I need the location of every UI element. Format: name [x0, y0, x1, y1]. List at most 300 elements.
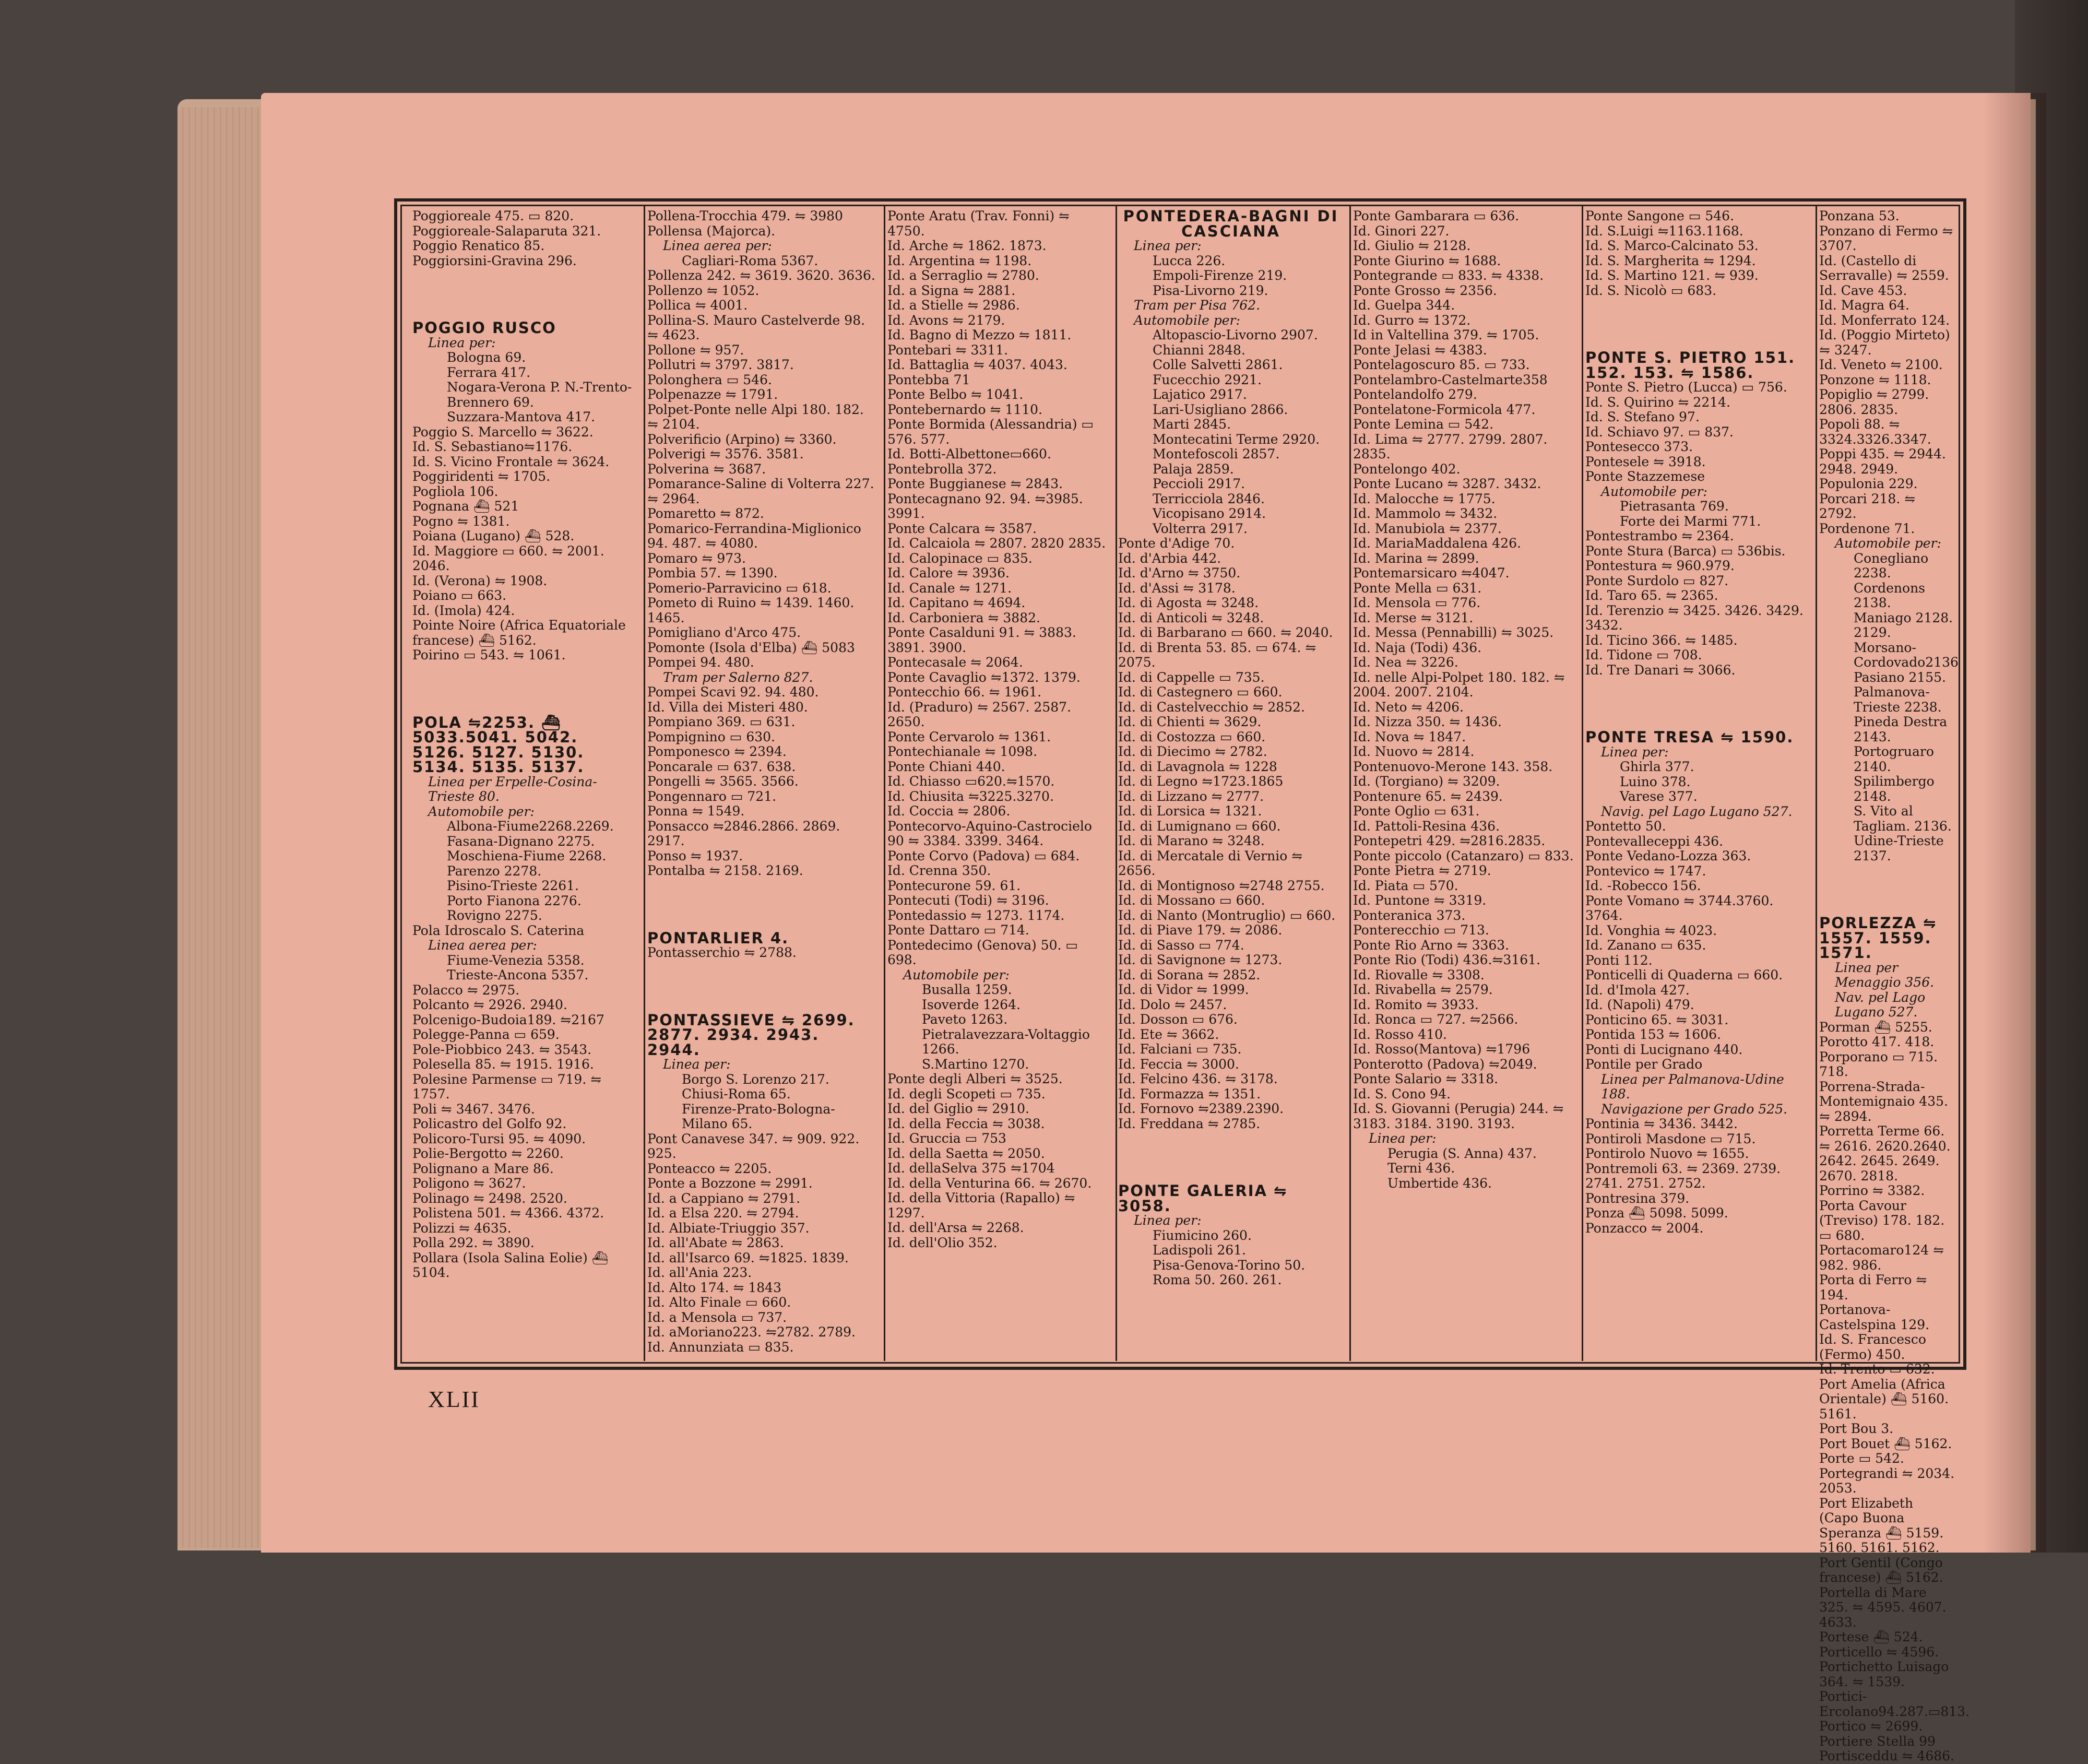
route-label: Automobile per:	[1835, 536, 1941, 551]
index-entry: Fiumicino 260.	[1153, 1227, 1252, 1243]
index-entry: Pogliola 106.	[412, 483, 499, 499]
index-entry: Fucecchio 2921.	[1153, 372, 1262, 387]
index-entry: Id. Schiavo 97. ▭ 837.	[1585, 424, 1734, 440]
index-entry: Pontecuti (Todi) ⇋ 3196.	[887, 893, 1049, 908]
index-entry: Udine-Trieste 2137.	[1854, 833, 1944, 863]
index-entry: Pontedecimo (Genova) 50. ▭ 698.	[887, 937, 1078, 967]
index-entry: Pometo di Ruino ⇋ 1439. 1460. 1465.	[647, 595, 855, 625]
index-entry: Id. d'Imola 427.	[1585, 982, 1690, 998]
index-entry: Id. della Vittoria (Rapallo) ⇋ 1297.	[887, 1190, 1075, 1221]
column-divider	[644, 205, 645, 1361]
route-label: Linea aerea per:	[428, 938, 537, 953]
index-entry: Id. Calcaiola ⇋ 2807. 2820 2835.	[887, 536, 1106, 551]
index-entry: Id. di Nanto (Montruglio) ▭ 660.	[1118, 907, 1336, 923]
section-heading: PONTEDERA-BAGNI DI CASCIANA	[1123, 207, 1339, 240]
index-entry: Portegrandi ⇋ 2034. 2053.	[1819, 1465, 1955, 1496]
index-entry: Pollone ⇋ 957.	[647, 342, 744, 358]
section-heading: PONTARLIER 4.	[647, 929, 789, 947]
index-entry: Id. Mensola ▭ 776.	[1353, 595, 1481, 610]
index-entry: Id. d'Arno ⇋ 3750.	[1118, 565, 1241, 581]
index-entry: Polizzi ⇋ 4635.	[412, 1220, 512, 1236]
index-entry: Forte dei Marmi 771.	[1620, 513, 1761, 529]
index-entry: Pontelagoscuro 85. ▭ 733.	[1353, 357, 1530, 372]
index-entry: Cagliari-Roma 5367.	[682, 253, 818, 268]
index-entry: Polistena 501. ⇋ 4366. 4372.	[412, 1205, 604, 1221]
column-divider	[884, 205, 885, 1361]
index-entry: Pisino-Trieste 2261.	[447, 878, 579, 893]
index-entry: Id. di Mossano ▭ 660.	[1118, 893, 1265, 908]
section-heading: PORLEZZA ⇋ 1557. 1559. 1571.	[1819, 914, 1937, 962]
index-entry: Polverina ⇋ 3687.	[647, 461, 766, 477]
index-entry: Id. di Castelvecchio ⇋ 2852.	[1118, 699, 1305, 715]
index-entry: Id. Alto Finale ▭ 660.	[647, 1295, 791, 1310]
index-entry: Palmanova-Trieste 2238.	[1854, 684, 1942, 715]
index-entry: Poggiorsini-Gravina 296.	[412, 253, 577, 268]
index-entry: Umbertide 436.	[1387, 1175, 1492, 1191]
index-entry: Porporano ▭ 715. 718.	[1819, 1049, 1938, 1079]
index-entry: Portisceddu ⇋ 4686.	[1819, 1748, 1954, 1763]
index-entry: Poggiridenti ⇋ 1705.	[412, 469, 551, 484]
index-entry: Conegliano 2238.	[1854, 550, 1929, 581]
index-entry: Id. Puntone ⇋ 3319.	[1353, 893, 1487, 908]
index-entry: Id. dellaSelva 375 ⇋1704	[887, 1161, 1055, 1176]
index-entry: Id. MariaMaddalena 426.	[1353, 536, 1521, 551]
index-entry: Ponte Lemina ▭ 542.	[1353, 417, 1494, 432]
index-entry: Id. Feccia ⇋ 3000.	[1118, 1056, 1239, 1072]
index-entry: Id. S. Giovanni (Perugia) 244. ⇋ 3183. 3184. 3190. 3193.	[1353, 1101, 1564, 1131]
index-entry: Pontecchio 66. ⇋ 1961.	[887, 684, 1042, 700]
index-entry: Ponticelli di Quaderna ▭ 660.	[1585, 967, 1783, 982]
index-entry: Pontetto 50.	[1585, 819, 1666, 834]
index-entry: Id. Freddana ⇋ 2785.	[1118, 1116, 1261, 1131]
index-entry: Id. Nova ⇋ 1847.	[1353, 729, 1466, 744]
index-entry: Popiglio ⇋ 2799. 2806. 2835.	[1819, 387, 1929, 417]
index-entry: Pognana ⛴ 521	[412, 499, 519, 514]
index-entry: Pordenone 71.	[1819, 520, 1915, 536]
index-entry: Id. Cave 453.	[1819, 282, 1907, 298]
index-entry: Pogno ⇋ 1381.	[412, 513, 510, 529]
index-entry: Isoverde 1264.	[922, 997, 1021, 1012]
index-entry: Id. di Castegnero ▭ 660.	[1118, 684, 1283, 700]
index-column-4	[1118, 209, 1344, 1357]
index-entry: Albona-Fiume2268.2269.	[447, 819, 614, 834]
index-entry: Id. Tre Danari ⇋ 3066.	[1585, 662, 1736, 678]
index-entry: Id. Calopinace ▭ 835.	[887, 550, 1033, 566]
index-entry: Marti 2845.	[1153, 417, 1231, 432]
index-entry: Id. Bagno di Mezzo ⇋ 1811.	[887, 327, 1072, 342]
index-entry: Rovigno 2275.	[447, 908, 542, 923]
index-entry: Id. Albiate-Triuggio 357.	[647, 1220, 810, 1236]
index-entry: Id. di Sorana ⇋ 2852.	[1118, 967, 1261, 982]
index-entry: Ponte degli Alberi ⇋ 3525.	[887, 1071, 1063, 1086]
index-entry: Ponte Sangone ▭ 546.	[1585, 208, 1735, 223]
column-divider	[1116, 205, 1117, 1361]
index-entry: Ponzone ⇋ 1118.	[1819, 372, 1931, 387]
index-entry: Id. (Torgiano) ⇋ 3209.	[1353, 774, 1500, 789]
index-entry: Pisa-Genova-Torino 50.	[1153, 1257, 1306, 1273]
index-entry: Id. di Vidor ⇋ 1999.	[1118, 982, 1249, 997]
index-entry: Bologna 69.	[447, 350, 526, 365]
index-entry: Ponticino 65. ⇋ 3031.	[1585, 1012, 1729, 1027]
index-entry: Id. dell'Olio 352.	[887, 1235, 998, 1250]
index-entry: Pontirolo Nuovo ⇋ 1655.	[1585, 1146, 1749, 1161]
index-entry: Ponti di Lucignano 440.	[1585, 1041, 1743, 1057]
index-entry: Peccioli 2917.	[1153, 476, 1245, 491]
index-entry: Borgo S. Lorenzo 217.	[682, 1071, 829, 1087]
index-entry: Ponte Vomano ⇋ 3744.3760. 3764.	[1585, 893, 1774, 923]
index-entry: Poggio Renatico 85.	[412, 238, 545, 253]
index-entry: Id. Rosso(Mantova) ⇋1796	[1353, 1041, 1531, 1057]
index-entry: Pontevico ⇋ 1747.	[1585, 863, 1706, 879]
index-entry: Id. Canale ⇋ 1271.	[887, 580, 1012, 596]
index-entry: Ponzacco ⇋ 2004.	[1585, 1220, 1704, 1236]
index-entry: Ponte Belbo ⇋ 1041.	[887, 387, 1024, 402]
index-entry: Id. del Giglio ⇋ 2910.	[887, 1101, 1029, 1116]
index-entry: Id. di Montignoso ⇋2748 2755.	[1118, 878, 1325, 893]
index-entry: Lari-Usigliano 2866.	[1153, 401, 1288, 417]
index-entry: Ponte Vedano-Lozza 363.	[1585, 848, 1751, 863]
index-entry: Id. Carboniera ⇋ 3882.	[887, 610, 1040, 625]
index-entry: Ponteacco ⇋ 2205.	[647, 1161, 772, 1176]
index-entry: Id. Neto ⇋ 4206.	[1353, 699, 1464, 715]
index-entry: Portella di Mare 325. ⇋ 4595. 4607. 4633.	[1819, 1584, 1947, 1630]
index-entry: Maniago 2128. 2129.	[1854, 610, 1953, 640]
index-entry: Populonia 229.	[1819, 476, 1918, 491]
index-entry: Id. della Feccia ⇋ 3038.	[887, 1116, 1045, 1131]
index-entry: Id. di Lavagnola ⇋ 1228	[1118, 759, 1277, 774]
index-entry: Id. Piata ▭ 570.	[1353, 878, 1458, 893]
index-entry: Poiano ▭ 663.	[412, 588, 507, 603]
index-entry: Vicopisano 2914.	[1153, 506, 1266, 521]
index-entry: Id. di Chienti ⇋ 3629.	[1118, 714, 1262, 729]
index-entry: Pisa-Livorno 219.	[1153, 282, 1268, 298]
index-entry: Id. (Castello di Serravalle) ⇋ 2559.	[1819, 253, 1949, 283]
index-entry: Id. all'Isarco 69. ⇋1825. 1839.	[647, 1250, 849, 1265]
index-entry: Portacomaro124 ⇋ 982. 986.	[1819, 1242, 1944, 1273]
index-entry: Polonghera ▭ 546.	[647, 372, 772, 387]
index-entry: Port Gentil (Congo francese) ⛴ 5162.	[1819, 1555, 1943, 1585]
index-entry: Colle Salvetti 2861.	[1153, 357, 1283, 372]
index-entry: Pontegrande ▭ 833. ⇋ 4338.	[1353, 268, 1544, 283]
index-entry: Polverificio (Arpino) ⇋ 3360.	[647, 431, 837, 447]
page-edges	[177, 107, 261, 1548]
index-entry: Pontesele ⇋ 3918.	[1585, 454, 1706, 469]
index-entry: Pollenza 242. ⇋ 3619. 3620. 3636.	[647, 268, 875, 283]
index-entry: Pontalba ⇋ 2158. 2169.	[647, 863, 803, 878]
index-entry: Pontemarsicaro ⇋4047.	[1353, 565, 1510, 581]
index-entry: Pompignino ▭ 630.	[647, 729, 775, 744]
index-entry: Id. Formazza ⇋ 1351.	[1118, 1086, 1261, 1102]
index-entry: Id. Dosson ▭ 676.	[1118, 1012, 1238, 1027]
index-entry: Porrino ⇋ 3382.	[1819, 1183, 1925, 1198]
index-entry: Pontepetri 429. ⇋2816.2835.	[1353, 833, 1546, 848]
index-entry: Polinago ⇋ 2498. 2520.	[412, 1190, 567, 1206]
index-entry: Id. S. Martino 121. ⇋ 939.	[1585, 268, 1759, 283]
index-entry: Id. S.Luigi ⇋1163.1168.	[1585, 223, 1743, 239]
route-label: Linea per:	[1134, 1213, 1202, 1228]
index-entry: Id. Gurro ⇋ 1372.	[1353, 312, 1471, 328]
index-entry: Pomaretto ⇋ 872.	[647, 506, 764, 521]
index-entry: Porto Fianona 2276.	[447, 893, 582, 908]
index-entry: Pontebari ⇋ 3311.	[887, 342, 1009, 358]
index-entry: Poggioreale-Salaparuta 321.	[412, 223, 601, 239]
index-entry: Id. di Lumignano ▭ 660.	[1118, 818, 1281, 834]
index-entry: Ponte Cervarolo ⇋ 1361.	[887, 729, 1051, 744]
index-entry: Portese ⛴ 524.	[1819, 1629, 1923, 1644]
index-entry: Pontresina 379.	[1585, 1190, 1690, 1206]
index-entry: Id. Taro 65. ⇋ 2365.	[1585, 588, 1718, 603]
index-entry: Id. di Piave 179. ⇋ 2086.	[1118, 922, 1283, 938]
index-entry: Ponte Calcara ⇋ 3587.	[887, 520, 1037, 536]
index-entry: Pontelatone-Formicola 477.	[1353, 401, 1536, 417]
index-entry: Ponte Pietra ⇋ 2719.	[1353, 863, 1491, 878]
index-entry: Id. Mammolo ⇋ 3432.	[1353, 506, 1498, 521]
index-entry: Policoro-Tursi 95. ⇋ 4090.	[412, 1131, 586, 1146]
index-entry: Terni 436.	[1387, 1161, 1455, 1176]
index-entry: Pomerio-Parravicino ▭ 618.	[647, 580, 832, 596]
index-entry: Pomonte (Isola d'Elba) ⛴ 5083	[647, 640, 855, 655]
index-entry: Pontecasale ⇋ 2064.	[887, 655, 1023, 670]
index-entry: Portiere Stella 99	[1819, 1733, 1936, 1749]
index-entry: Pontile per Grado	[1585, 1057, 1703, 1072]
index-entry: Id. a Cappiano ⇋ 2791.	[647, 1190, 801, 1206]
index-entry: Id. a Serraglio ⇋ 2780.	[887, 268, 1039, 283]
index-entry: Id. (Praduro) ⇋ 2567. 2587. 2650.	[887, 699, 1071, 729]
index-entry: Pombia 57. ⇋ 1390.	[647, 565, 778, 581]
index-entry: Ladispoli 261.	[1153, 1242, 1246, 1258]
index-entry: Id. della Saetta ⇋ 2050.	[887, 1145, 1045, 1161]
index-entry: Montefoscoli 2857.	[1153, 446, 1280, 461]
index-entry: Id. aMoriano223. ⇋2782. 2789.	[647, 1324, 856, 1340]
index-entry: Porte ▭ 542.	[1819, 1451, 1904, 1466]
index-entry: Altopascio-Livorno 2907.	[1153, 327, 1318, 342]
index-entry: Id. Riovalle ⇋ 3308.	[1353, 967, 1485, 982]
index-entry: Palaja 2859.	[1153, 461, 1234, 477]
index-entry: Id. Pattoli-Resina 436.	[1353, 818, 1500, 834]
index-column-5	[1353, 209, 1575, 1357]
index-entry: Id. Rivabella ⇋ 2579.	[1353, 982, 1493, 997]
index-entry: Id. Avons ⇋ 2179.	[887, 312, 1005, 328]
index-entry: Id. Ticino 366. ⇋ 1485.	[1585, 632, 1738, 648]
index-entry: Id. (Imola) 424.	[412, 602, 515, 618]
index-entry: Porticello ⇋ 4596.	[1819, 1644, 1939, 1660]
column-divider	[1582, 205, 1583, 1361]
index-entry: Polesella 85. ⇋ 1915. 1916.	[412, 1057, 594, 1072]
index-entry: Id. a Mensola ▭ 737.	[647, 1309, 787, 1325]
index-entry: Roma 50. 260. 261.	[1153, 1272, 1282, 1287]
index-entry: Ponsacco ⇋2846.2866. 2869. 2917.	[647, 818, 840, 848]
index-entry: Pomponesco ⇋ 2394.	[647, 744, 787, 759]
index-entry: Id. all'Abate ⇋ 2863.	[647, 1235, 784, 1250]
index-entry: Pasiano 2155.	[1854, 669, 1947, 685]
index-entry: Id. Tidone ▭ 708.	[1585, 647, 1702, 662]
index-entry: Id. Felcino 436. ⇋ 3178.	[1118, 1071, 1278, 1086]
index-entry: Id. Calore ⇋ 3936.	[887, 565, 1010, 581]
index-entry: Id. Magra 64.	[1819, 298, 1909, 313]
index-entry: Id. Annunziata ▭ 835.	[647, 1339, 794, 1355]
index-entry: Ponte a Bozzone ⇋ 2991.	[647, 1176, 813, 1191]
index-entry: Id. della Venturina 66. ⇋ 2670.	[887, 1175, 1092, 1191]
index-entry: Pollina-S. Mauro Castelverde 98. ⇋ 4623.	[647, 312, 865, 342]
index-entry: Pollena-Trocchia 479. ⇋ 3980	[647, 208, 843, 223]
index-entry: Ponte Rio (Todi) 436.⇋3161.	[1353, 952, 1540, 967]
index-entry: Portico ⇋ 2699.	[1819, 1719, 1923, 1734]
index-entry: Id. Naja (Todi) 436.	[1353, 640, 1482, 655]
index-entry: Id. di Marano ⇋ 3248.	[1118, 833, 1265, 848]
spacer	[647, 879, 877, 911]
index-entry: Pollutri ⇋ 3797. 3817.	[647, 357, 794, 372]
route-label: Linea per:	[663, 1057, 731, 1072]
index-entry: Id. Ronca ▭ 727. ⇋2566.	[1353, 1012, 1518, 1027]
route-label: Linea per Palmanova-Udine 188.	[1601, 1071, 1784, 1102]
index-entry: Ponte Chiani 440.	[887, 759, 1005, 774]
index-entry: Id. Romito ⇋ 3933.	[1353, 997, 1479, 1012]
index-entry: Ponte Cavaglio ⇋1372. 1379.	[887, 669, 1081, 685]
index-entry: Ponso ⇋ 1937.	[647, 848, 743, 863]
index-entry: Ponte Aratu (Trav. Fonni) ⇋ 4750.	[887, 208, 1070, 239]
index-entry: Chianni 2848.	[1153, 342, 1245, 358]
index-entry: Id. S. Margherita ⇋ 1294.	[1585, 253, 1756, 268]
index-entry: Id. S. Marco-Calcinato 53.	[1585, 238, 1759, 253]
route-label: Navigazione per Grado 525.	[1601, 1101, 1788, 1117]
index-entry: Pontebrolla 372.	[887, 461, 997, 477]
index-column-7	[1819, 208, 1970, 1763]
index-entry: Polcanto ⇋ 2926. 2940.	[412, 997, 567, 1012]
index-entry: Pompei 94. 480.	[647, 655, 754, 670]
section-heading: PONTE S. PIETRO 151. 152. 153. ⇋ 1586.	[1585, 349, 1796, 382]
index-entry: Paveto 1263.	[922, 1012, 1008, 1027]
index-entry: Ponte S. Pietro (Lucca) ▭ 756.	[1585, 380, 1787, 395]
index-entry: Id. nelle Alpi-Polpet 180. 182. ⇋ 2004. 2007. 2104.	[1353, 669, 1565, 700]
index-entry: Fiume-Venezia 5358.	[447, 952, 585, 968]
route-label: Tram per Salerno 827.	[663, 669, 813, 685]
index-entry: Ponna ⇋ 1549.	[647, 803, 745, 819]
index-column-6	[1585, 209, 1810, 1357]
index-entry: Id. Lima ⇋ 2777. 2799. 2807. 2835.	[1353, 431, 1548, 461]
index-entry: Pollenzo ⇋ 1052.	[647, 282, 760, 298]
index-entry: Ghirla 377.	[1620, 759, 1694, 774]
index-entry: Nogara-Verona P. N.-Trento-Brennero 69.	[447, 380, 632, 410]
index-entry: Ponte Giurino ⇋ 1688.	[1353, 253, 1501, 268]
index-entry: Id. Battaglia ⇋ 4037. 4043.	[887, 357, 1067, 372]
index-entry: Ponte Gambarara ▭ 636.	[1353, 208, 1520, 223]
spacer	[412, 268, 637, 301]
index-entry: Poggioreale 475. ▭ 820.	[412, 208, 574, 223]
route-label: Automobile per:	[903, 967, 1010, 982]
index-entry: Id. di Savignone ⇋ 1273.	[1118, 952, 1283, 967]
index-entry: Portici-Ercolano94.287.▭813.	[1819, 1689, 1970, 1719]
index-entry: Id. Alto 174. ⇋ 1843	[647, 1280, 781, 1295]
section-heading: POLA ⇋2253. ⛴5033.5041. 5042. 5126. 5127. 5130. 5134. 5135. 5137.	[412, 713, 585, 776]
index-entry: Id. di Diecimo ⇋ 2782.	[1118, 744, 1267, 759]
spacer	[1819, 863, 1956, 896]
index-entry: Porcari 218. ⇋ 2792.	[1819, 491, 1916, 521]
index-entry: Port Amelia (Africa Orientale) ⛴ 5160. 5161.	[1819, 1376, 1949, 1422]
spacer	[1585, 298, 1810, 330]
index-entry: Perugia (S. Anna) 437.	[1387, 1145, 1537, 1161]
index-entry: Pineda Destra 2143.	[1854, 714, 1948, 744]
index-entry: Porta Cavour (Treviso) 178. 182. ▭ 680.	[1819, 1198, 1945, 1243]
index-entry: Pontestrambo ⇋ 2364.	[1585, 528, 1734, 543]
index-entry: Ponte Buggianese ⇋ 2843.	[887, 476, 1063, 491]
index-entry: Id in Valtellina 379. ⇋ 1705.	[1353, 327, 1539, 342]
route-label: Tram per Pisa 762.	[1134, 298, 1261, 313]
section-heading: PONTE TRESA ⇋ 1590.	[1585, 728, 1794, 746]
index-entry: Pontecagnano 92. 94. ⇋3985. 3991.	[887, 491, 1083, 521]
index-entry: Pontechianale ⇋ 1098.	[887, 744, 1038, 759]
index-entry: Id. Fornovo ⇋2389.2390.	[1118, 1101, 1284, 1116]
index-entry: Ponterecchio ▭ 713.	[1353, 922, 1489, 938]
index-entry: Id. dell'Arsa ⇋ 2268.	[887, 1220, 1024, 1235]
index-entry: Pietralavezzara-Voltaggio 1266.	[922, 1026, 1090, 1057]
section-heading: PONTE GALERIA ⇋ 3058.	[1118, 1182, 1288, 1215]
index-entry: Porretta Terme 66. ⇋ 2616. 2620.2640. 2642. 2645. 2649. 2670. 2818.	[1819, 1123, 1951, 1183]
index-entry: Pola Idroscalo S. Caterina	[412, 922, 585, 938]
index-entry: Id. di Sasso ▭ 774.	[1118, 937, 1244, 953]
index-entry: Pole-Piobbico 243. ⇋ 3543.	[412, 1041, 592, 1057]
index-entry: Pontebernardo ⇋ 1110.	[887, 401, 1042, 417]
index-entry: Polie-Bergotto ⇋ 2260.	[412, 1146, 564, 1161]
index-entry: Ponte piccolo (Catanzaro) ▭ 833.	[1353, 848, 1574, 863]
route-label: Linea per:	[1601, 744, 1669, 760]
index-entry: Pontebba 71	[887, 372, 970, 387]
index-entry: Pontedassio ⇋ 1273. 1174.	[887, 907, 1065, 923]
index-entry: Polpet-Ponte nelle Alpi 180. 182. ⇋ 2104.	[647, 401, 864, 432]
index-entry: Ponte Casalduni 91. ⇋ 3883. 3891. 3900.	[887, 625, 1076, 655]
index-entry: Id. d'Arbia 442.	[1118, 550, 1221, 566]
index-entry: Id. S. Quirino ⇋ 2214.	[1585, 394, 1731, 410]
index-entry: Id. Ete ⇋ 3662.	[1118, 1026, 1219, 1042]
index-entry: Poncarale ▭ 637. 638.	[647, 759, 796, 774]
index-entry: Id. Veneto ⇋ 2100.	[1819, 357, 1943, 372]
index-entry: Ponti 112.	[1585, 952, 1653, 968]
index-entry: Id. Ginori 227.	[1353, 223, 1450, 239]
index-entry: Ponte Stura (Barca) ▭ 536bis.	[1585, 543, 1786, 559]
index-entry: Id. di Anticoli ⇋ 3248.	[1118, 610, 1264, 625]
index-entry: Port Elizabeth (Capo Buona Speranza ⛴ 5159. 5160. 5161. 5162.	[1819, 1495, 1944, 1555]
index-entry: Pontecurone 59. 61.	[887, 878, 1021, 893]
index-entry: Id. di Legno ⇋1723.1865	[1118, 774, 1284, 789]
spacer	[647, 961, 877, 993]
index-entry: Pompiano 369. ▭ 631.	[647, 714, 796, 729]
index-entry: Moschiena-Fiume 2268.	[447, 848, 607, 863]
index-entry: Id. Dolo ⇋ 2457.	[1118, 997, 1227, 1012]
index-entry: Ponterotto (Padova) ⇋2049.	[1353, 1056, 1537, 1072]
index-entry: S.Martino 1270.	[922, 1056, 1029, 1072]
index-entry: Id. Nizza 350. ⇋ 1436.	[1353, 714, 1502, 729]
index-entry: Port Bouet ⛴ 5162.	[1819, 1436, 1952, 1451]
index-entry: Pongelli ⇋ 3565. 3566.	[647, 774, 799, 789]
index-entry: Pompei Scavi 92. 94. 480.	[647, 684, 819, 700]
index-entry: Polcenigo-Budoia189. ⇋2167	[412, 1012, 604, 1027]
index-entry: Id. a Signa ⇋ 2881.	[887, 282, 1016, 298]
index-entry: Fasana-Dignano 2275.	[447, 833, 595, 849]
index-entry: Id. (Napoli) 479.	[1585, 997, 1694, 1012]
index-entry: Id. Giulio ⇋ 2128.	[1353, 238, 1471, 253]
page-gutter-shadow	[1984, 93, 2046, 1553]
index-entry: Polesine Parmense ▭ 719. ⇋ 1757.	[412, 1071, 602, 1102]
index-entry: Id. di Costozza ▭ 660.	[1118, 729, 1266, 744]
index-entry: Pontelambro-Castelmarte358	[1353, 372, 1548, 387]
index-entry: Ponte Jelasi ⇋ 4383.	[1353, 342, 1487, 358]
index-entry: Id. S. Sebastiano⇋1176.	[412, 439, 573, 454]
index-entry: Porman ⛴ 5255.	[1819, 1019, 1932, 1035]
index-entry: Pollica ⇋ 4001.	[647, 298, 748, 313]
index-entry: Id. di Cappelle ▭ 735.	[1118, 669, 1265, 685]
index-entry: Polegge-Panna ▭ 659.	[412, 1027, 560, 1042]
index-entry: Pontelongo 402.	[1353, 461, 1461, 477]
index-entry: Id. Marina ⇋ 2899.	[1353, 550, 1479, 566]
